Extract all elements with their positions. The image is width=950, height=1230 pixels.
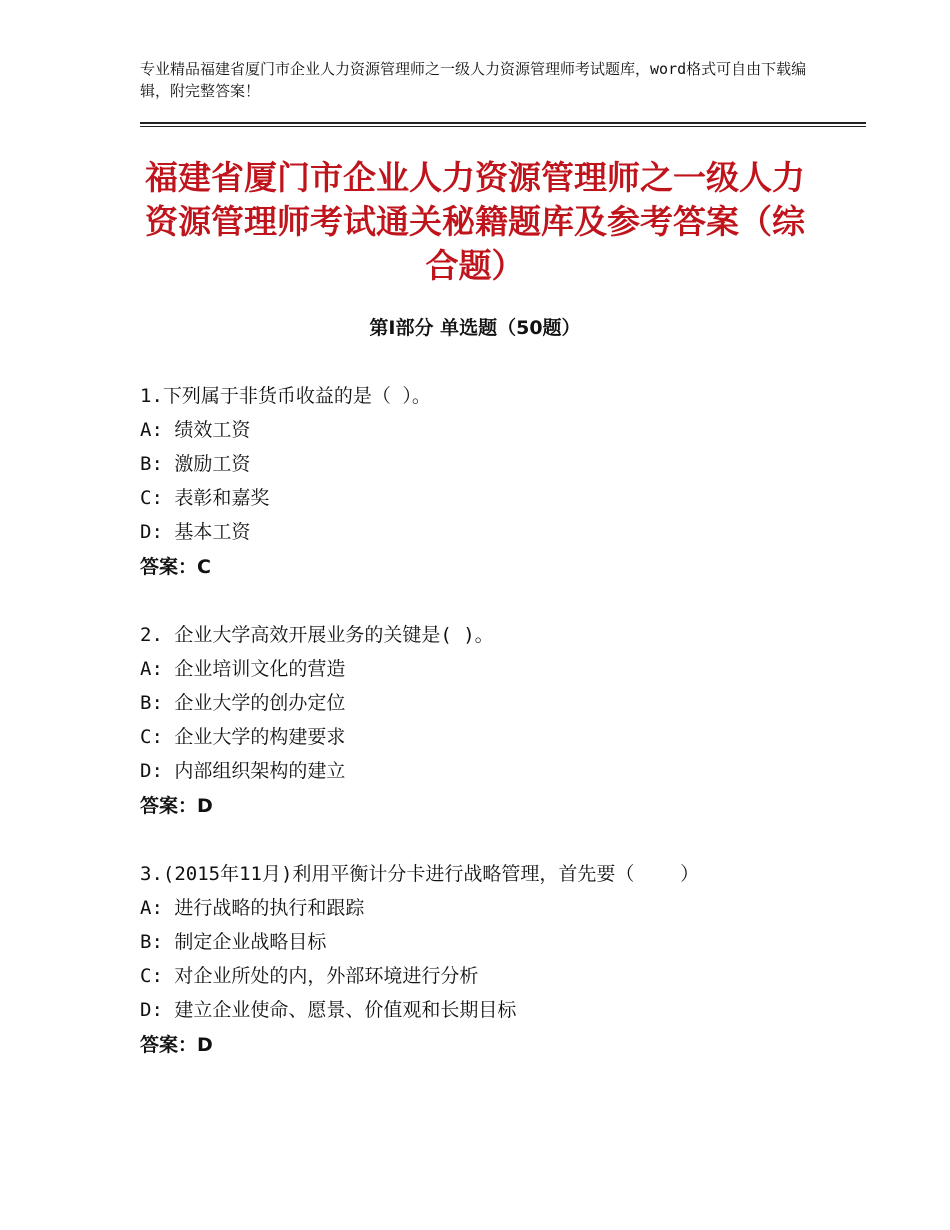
question-2-option-a: A: 企业培训文化的营造 bbox=[140, 658, 346, 680]
question-2-stem: 2. 企业大学高效开展业务的关键是( )。 bbox=[140, 624, 494, 646]
question-2-option-d: D: 内部组织架构的建立 bbox=[140, 760, 346, 782]
header-note: 专业精品福建省厦门市企业人力资源管理师之一级人力资源管理师考试题库，word格式可自由下载编辑，附完整答案！ bbox=[140, 60, 807, 100]
question-3-answer: 答案：D bbox=[140, 1034, 213, 1056]
question-1-option-b: B: 激励工资 bbox=[140, 453, 251, 475]
question-1-answer: 答案：C bbox=[140, 556, 211, 578]
question-3-stem: 3.(2015年11月)利用平衡计分卡进行战略管理，首先要（ ） bbox=[140, 863, 700, 885]
question-2-answer: 答案：D bbox=[140, 795, 213, 817]
document-title: 福建省厦门市企业人力资源管理师之一级人力资源管理师考试通关秘籍题库及参考答案（综合题） bbox=[145, 158, 805, 285]
question-1-option-c: C: 表彰和嘉奖 bbox=[140, 487, 270, 509]
question-2-option-c: C: 企业大学的构建要求 bbox=[140, 726, 346, 748]
header-divider-thin bbox=[140, 126, 866, 127]
question-1-option-a: A: 绩效工资 bbox=[140, 419, 251, 441]
question-3-option-c: C: 对企业所处的内，外部环境进行分析 bbox=[140, 965, 479, 987]
question-2-option-b: B: 企业大学的创办定位 bbox=[140, 692, 346, 714]
question-1-stem: 1.下列属于非货币收益的是（ ）。 bbox=[140, 385, 431, 407]
question-3-option-d: D: 建立企业使命、愿景、价值观和长期目标 bbox=[140, 999, 517, 1021]
question-3-option-b: B: 制定企业战略目标 bbox=[140, 931, 327, 953]
section-title: 第Ⅰ部分 单选题（50题） bbox=[369, 317, 581, 339]
question-3-option-a: A: 进行战略的执行和跟踪 bbox=[140, 897, 365, 919]
header-divider-thick bbox=[140, 122, 866, 124]
question-1-option-d: D: 基本工资 bbox=[140, 521, 251, 543]
